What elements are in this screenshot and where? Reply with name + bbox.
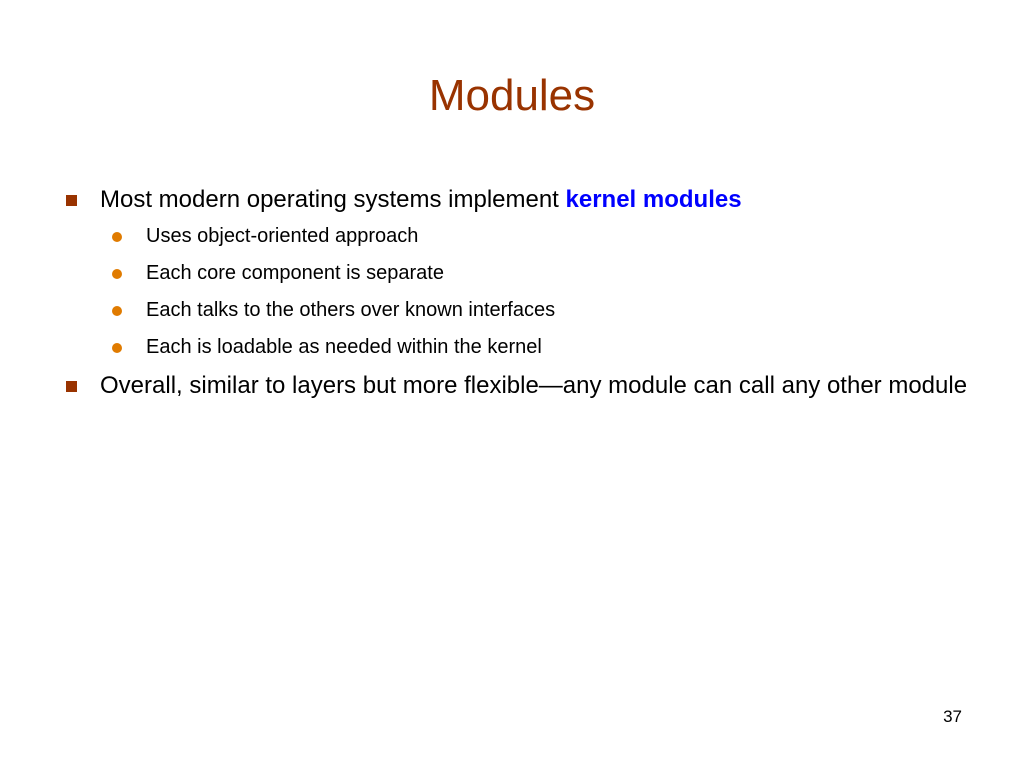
sub-bullet-text: Each talks to the others over known interfaces	[146, 299, 556, 321]
bullet-item	[62, 370, 972, 402]
sub-bullet-item	[62, 292, 972, 329]
slide-title: Modules	[428, 71, 596, 120]
round-bullet-icon	[112, 306, 122, 316]
sub-bullet-text: Each is loadable as needed within the kernel	[146, 336, 542, 358]
sub-bullet-text: Uses object-oriented approach	[146, 225, 419, 247]
bullet-item	[62, 184, 972, 216]
sub-bullet-list	[62, 218, 972, 366]
sub-bullet-item	[62, 218, 972, 255]
sub-bullet-item	[62, 255, 972, 292]
round-bullet-icon	[112, 343, 122, 353]
slide-content	[62, 184, 972, 402]
square-bullet-icon	[66, 195, 77, 206]
highlighted-term: kernel modules	[565, 186, 742, 213]
round-bullet-icon	[112, 232, 122, 242]
round-bullet-icon	[112, 269, 122, 279]
bullet-text: Overall, similar to layers but more flexible—any module can call any other module	[100, 372, 968, 399]
square-bullet-icon	[66, 381, 77, 392]
bullet-text: Most modern operating systems implement	[100, 186, 566, 213]
page-number: 37	[943, 707, 962, 726]
sub-bullet-item	[62, 329, 972, 366]
sub-bullet-text: Each core component is separate	[146, 262, 444, 284]
